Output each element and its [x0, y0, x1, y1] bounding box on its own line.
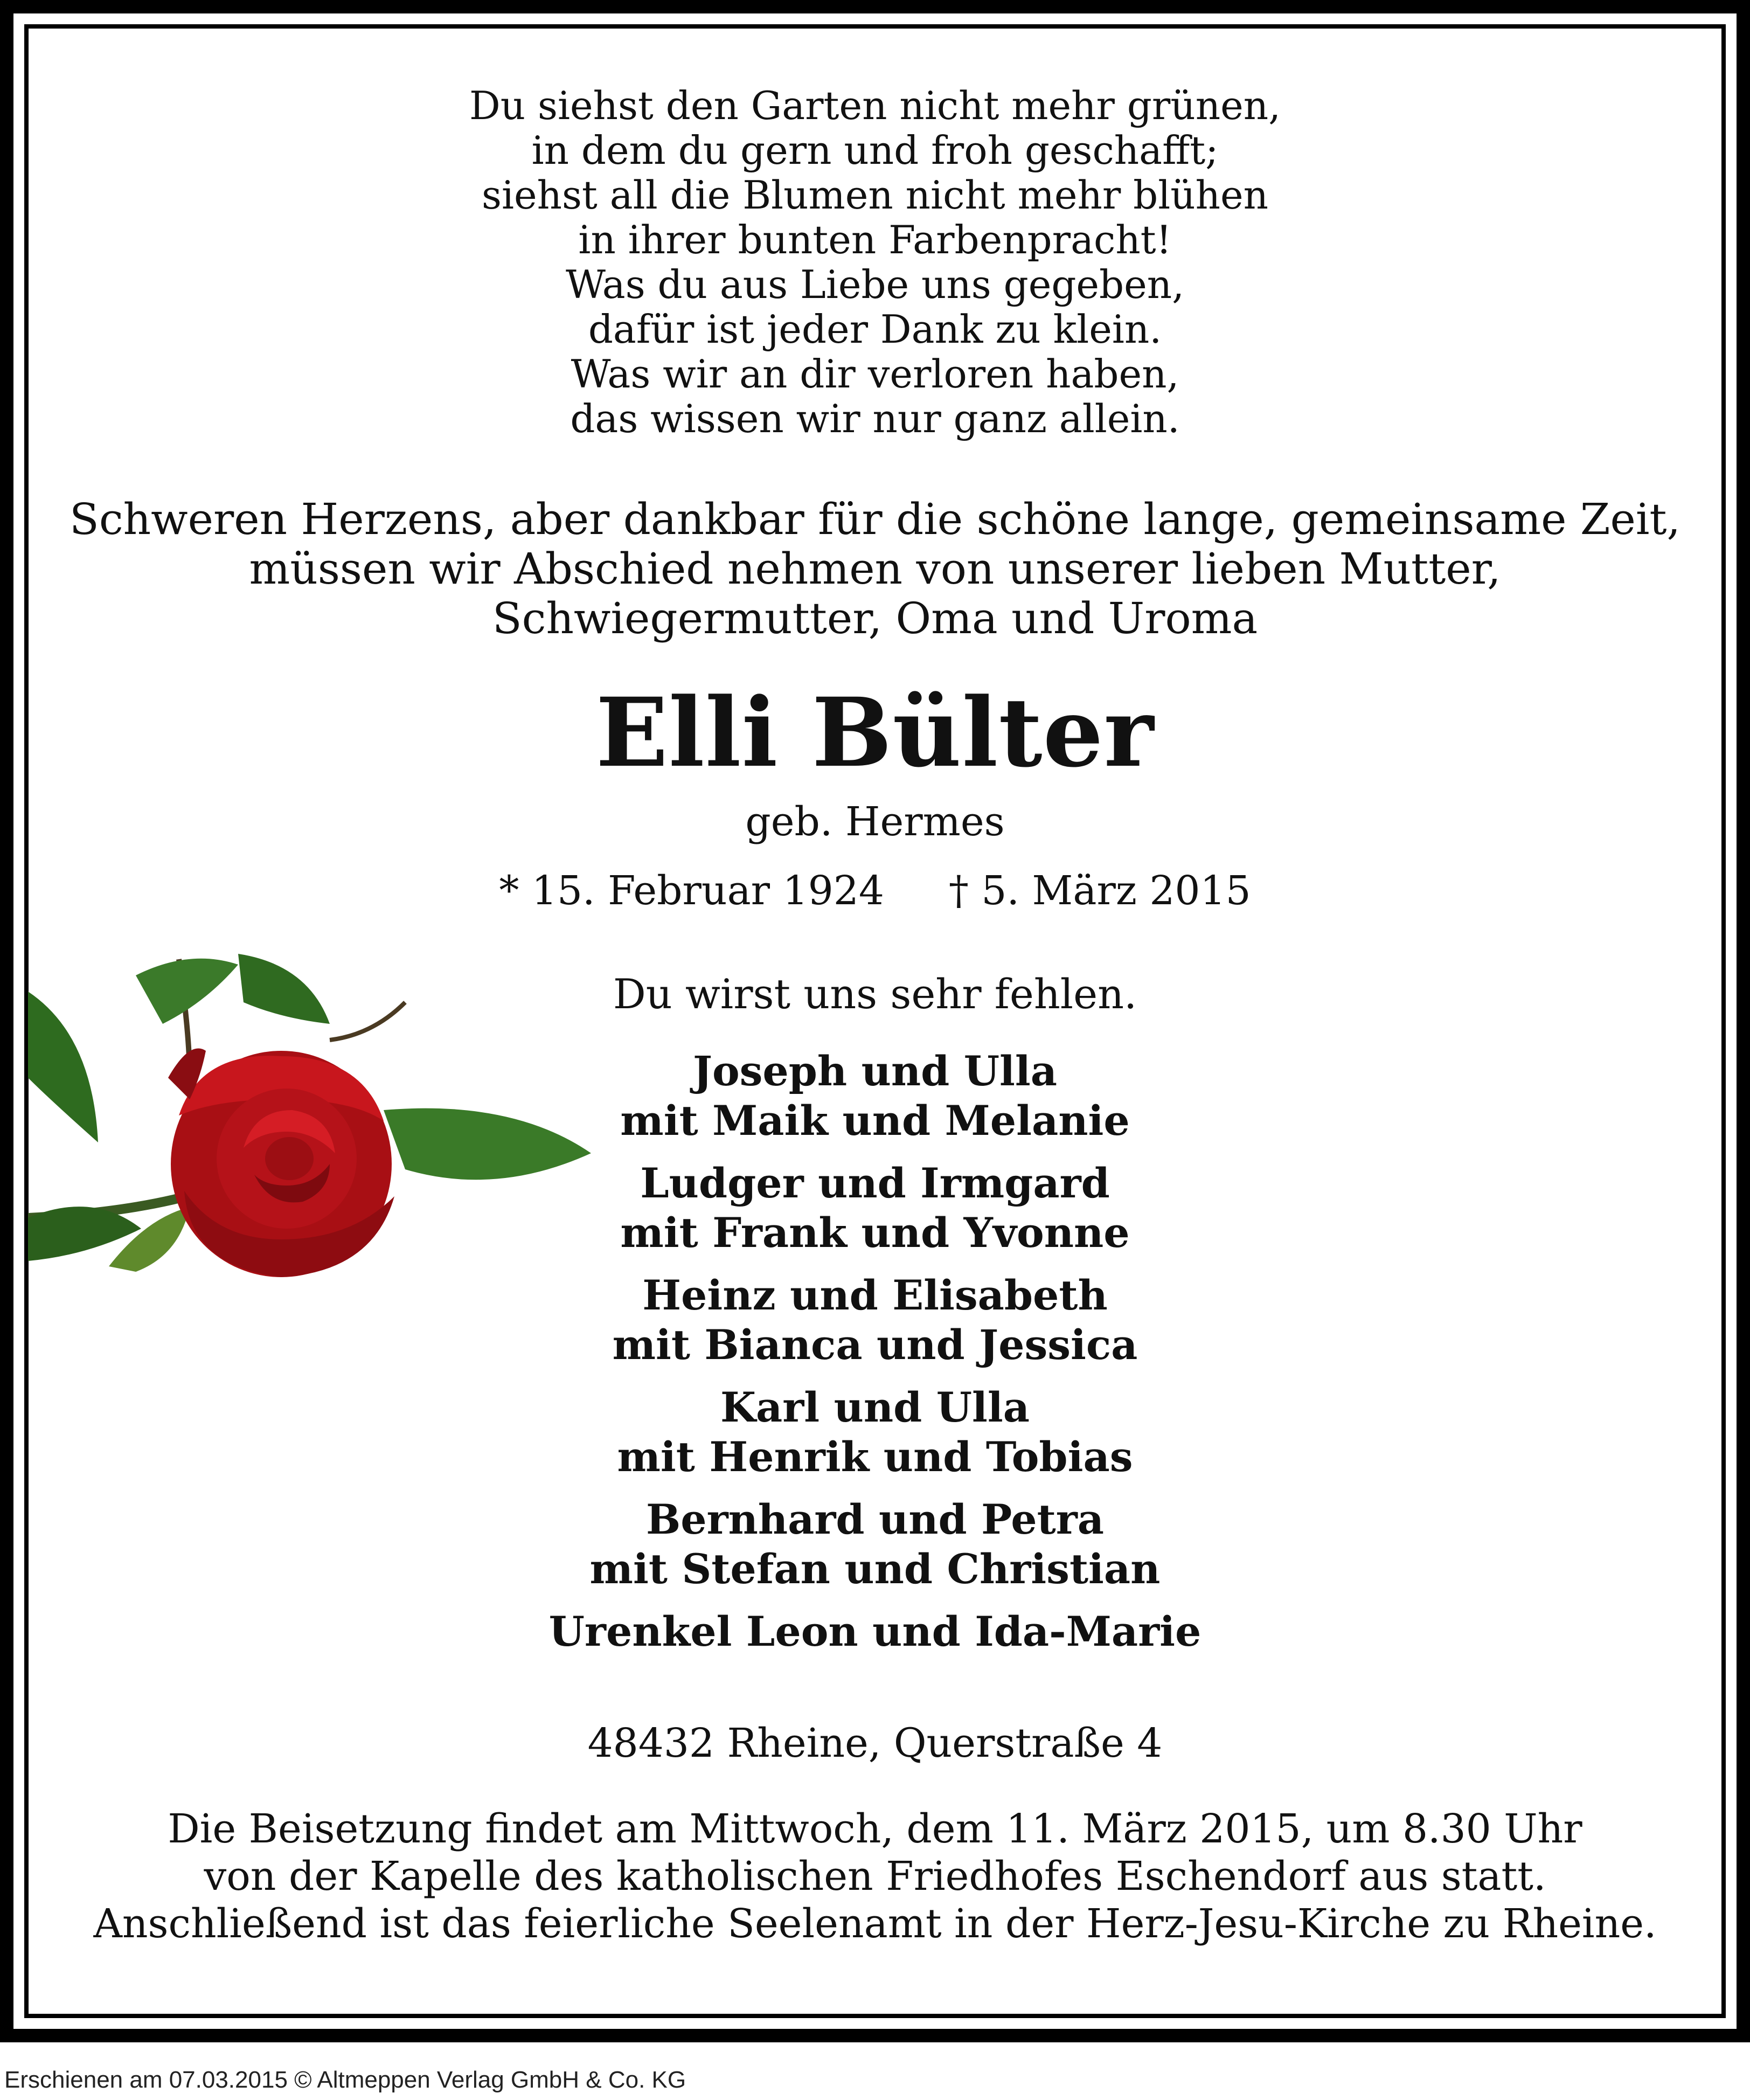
- death-date: † 5. März 2015: [948, 868, 1251, 914]
- publication-footer: Erschienen am 07.03.2015 © Altmeppen Verlag GmbH & Co. KG: [4, 2067, 686, 2093]
- intro-line: Schwiegermutter, Oma und Uroma: [492, 593, 1258, 643]
- poem-line: das wissen wir nur ganz allein.: [570, 396, 1180, 441]
- birth-date: * 15. Februar 1924: [499, 868, 884, 914]
- family-group: [0, 1383, 1750, 1482]
- family-list: [0, 1046, 1750, 1669]
- family-line: Heinz und Elisabeth: [642, 1271, 1108, 1319]
- family-line: mit Bianca und Jessica: [612, 1321, 1138, 1369]
- family-address: 48432 Rheine, Querstraße 4: [587, 1720, 1163, 1766]
- poem-line: in dem du gern und froh geschafft;: [531, 128, 1219, 173]
- poem-line: dafür ist jeder Dank zu klein.: [588, 307, 1162, 352]
- poem-line: in ihrer bunten Farbenpracht!: [578, 217, 1172, 262]
- family-line: mit Maik und Melanie: [620, 1097, 1130, 1145]
- funeral-line: von der Kapelle des katholischen Friedhofes Eschendorf aus statt.: [204, 1853, 1546, 1900]
- deceased-name: Elli Bülter: [595, 677, 1155, 788]
- poem-line: siehst all die Blumen nicht mehr blühen: [482, 172, 1268, 218]
- family-line: Bernhard und Petra: [646, 1495, 1104, 1543]
- family-line: Ludger und Irmgard: [640, 1159, 1110, 1207]
- poem-block: [0, 84, 1750, 441]
- funeral-line: Die Beisetzung findet am Mittwoch, dem 11. März 2015, um 8.30 Uhr: [168, 1806, 1582, 1852]
- life-dates: [0, 867, 1750, 915]
- family-line: mit Stefan und Christian: [589, 1545, 1161, 1593]
- poem-line: Was wir an dir verloren haben,: [571, 351, 1179, 397]
- family-group: [0, 1159, 1750, 1258]
- family-line: Joseph und Ulla: [692, 1047, 1058, 1095]
- family-group: [0, 1046, 1750, 1146]
- funeral-line: Anschließend ist das feierliche Seelenamt in der Herz-Jesu-Kirche zu Rheine.: [93, 1901, 1657, 1947]
- family-line: Urenkel Leon und Ida-Marie: [548, 1607, 1202, 1655]
- poem-line: Du siehst den Garten nicht mehr grünen,: [469, 83, 1281, 128]
- birth-name: geb. Hermes: [745, 799, 1005, 845]
- poem-line: Was du aus Liebe uns gegeben,: [566, 262, 1184, 307]
- intro-line: Schweren Herzens, aber dankbar für die schöne lange, gemeinsame Zeit,: [70, 494, 1680, 544]
- family-line: Karl und Ulla: [720, 1383, 1030, 1431]
- intro-line: müssen wir Abschied nehmen von unserer lieben Mutter,: [249, 544, 1501, 594]
- intro-text: [0, 495, 1750, 643]
- family-group: [0, 1607, 1750, 1657]
- family-line: mit Henrik und Tobias: [617, 1433, 1133, 1481]
- family-group: [0, 1495, 1750, 1594]
- funeral-details: [0, 1805, 1750, 1947]
- closing-line: Du wirst uns sehr fehlen.: [613, 970, 1137, 1018]
- family-group: [0, 1271, 1750, 1370]
- family-line: mit Frank und Yvonne: [620, 1209, 1130, 1257]
